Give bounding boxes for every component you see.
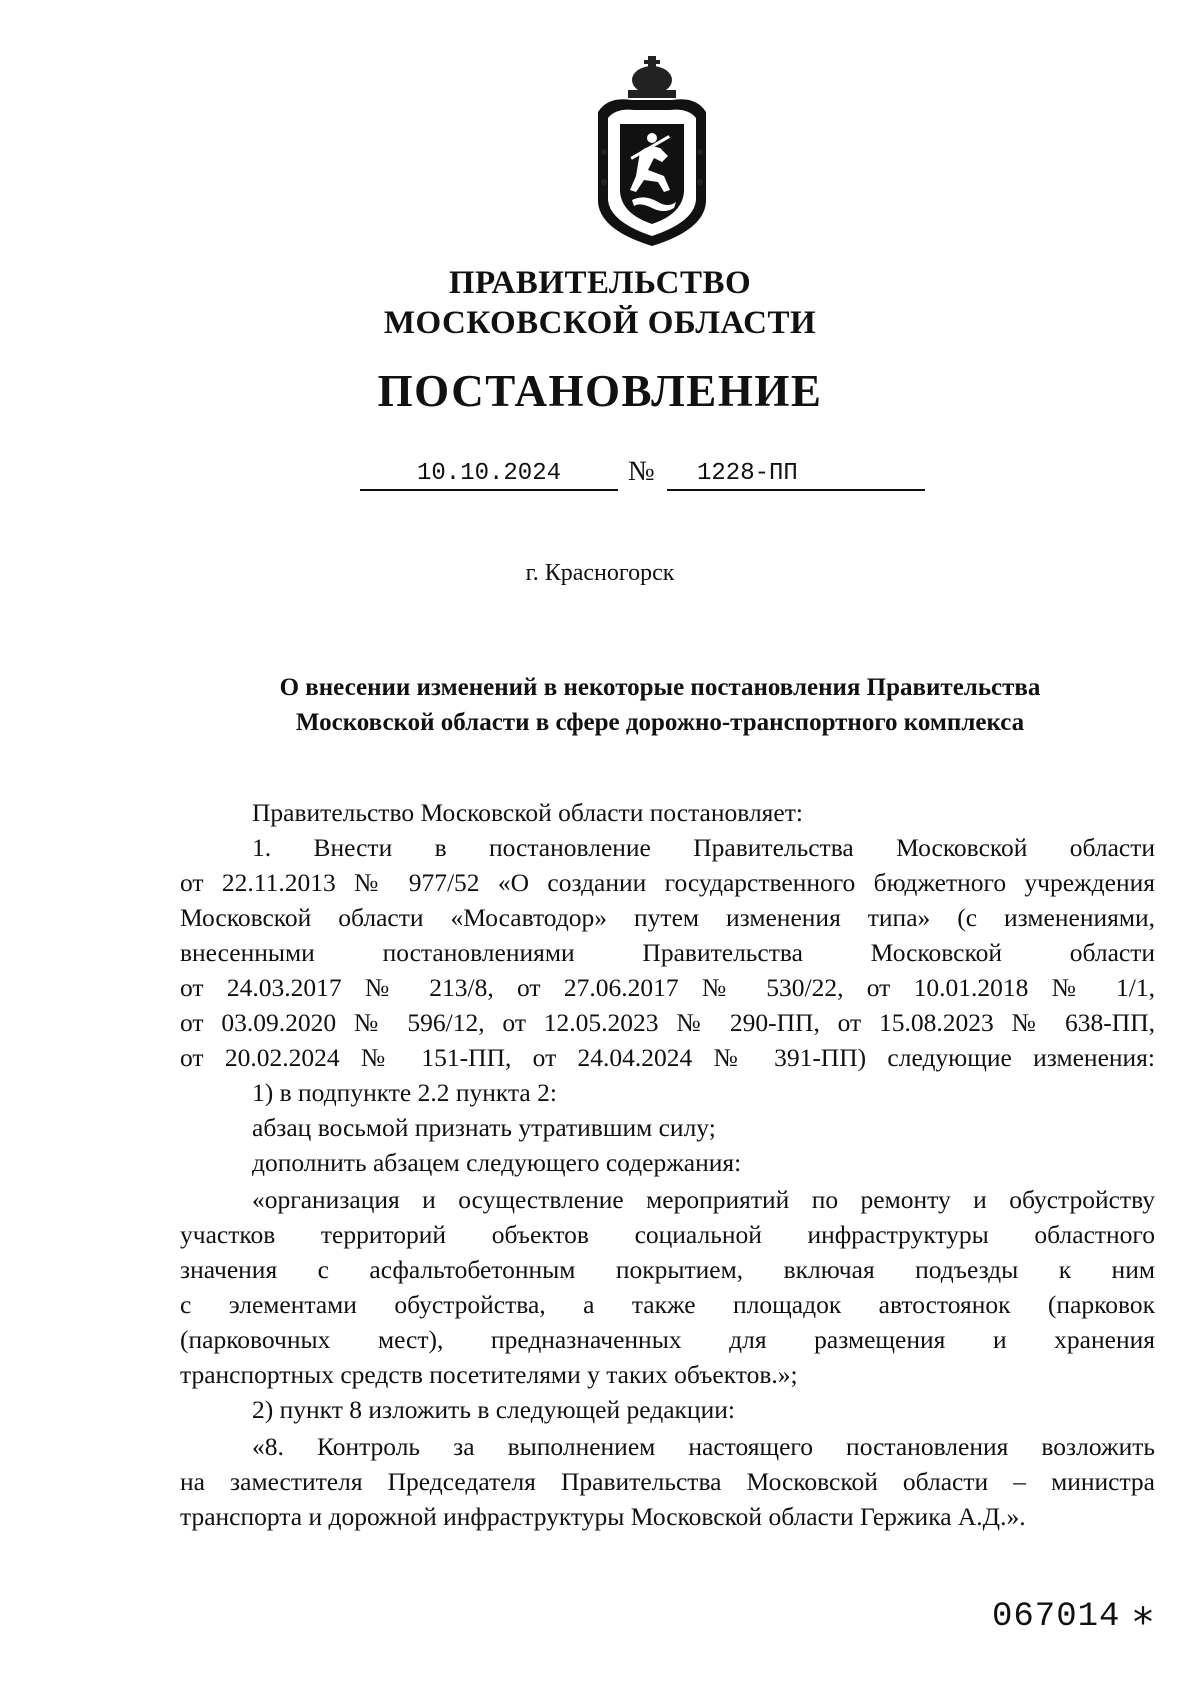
body-line: значения с асфальтобетонным покрытием, включая подъезды к ним	[180, 1255, 1155, 1284]
body-line: от 24.03.2017 № 213/8, от 27.06.2017 № 530/22, от 10.01.2018 № 1/1,	[180, 973, 1155, 1002]
body-line: внесенными постановлениями Правительства Московской области	[180, 938, 1155, 967]
asterisk-mark: *	[1133, 1600, 1153, 1646]
body-line: «организация и осуществление мероприятий по ремонту и обустройству	[252, 1185, 1155, 1214]
body-line: участков территорий объектов социальной инфраструктуры областного	[180, 1220, 1155, 1249]
body-line: 1. Внести в постановление Правительства Московской области	[252, 833, 1155, 862]
body-line: на заместителя Председателя Правительства Московской области – министра	[180, 1467, 1155, 1496]
organization-name-line2: МОСКОВСКОЙ ОБЛАСТИ	[383, 305, 817, 341]
body-line: Московской области «Мосавтодор» путем изменения типа» (с изменениями,	[180, 903, 1155, 932]
number-sign: №	[628, 456, 655, 487]
body-line: транспорта и дорожной инфраструктуры Московской области Гержика А.Д.».	[180, 1502, 1026, 1531]
subject-line-1: О внесении изменений в некоторые постановления Правительства	[279, 674, 1041, 701]
coat-of-arms-emblem	[578, 52, 726, 252]
document-date: 10.10.2024	[360, 460, 618, 491]
body-line: от 20.02.2024 № 151-ПП, от 24.04.2024 № 391-ПП) следующие изменения:	[180, 1043, 1155, 1072]
body-line: «8. Контроль за выполнением настоящего постановления возложить	[252, 1432, 1155, 1461]
body-line: транспортных средств посетителями у таких объектов.»;	[180, 1360, 798, 1389]
document-number: 1228-ПП	[667, 460, 925, 491]
organization-name-line1: ПРАВИТЕЛЬСТВО	[448, 265, 752, 301]
body-line: от 03.09.2020 № 596/12, от 12.05.2023 № 290-ПП, от 15.08.2023 № 638-ПП,	[180, 1008, 1155, 1037]
city-location: г. Красногорск	[525, 560, 675, 586]
serial-number: 067014	[992, 1598, 1121, 1636]
body-line: абзац восьмой признать утратившим силу;	[252, 1113, 716, 1142]
body-line: Правительство Московской области постановляет:	[252, 798, 803, 827]
document-type-title: ПОСТАНОВЛЕНИЕ	[377, 366, 823, 416]
body-line: дополнить абзацем следующего содержания:	[252, 1148, 742, 1177]
body-line: (парковочных мест), предназначенных для размещения и хранения	[180, 1325, 1155, 1354]
subject-line-2: Московской области в сфере дорожно-транспортного комплекса	[295, 709, 1025, 736]
body-line: от 22.11.2013 № 977/52 «О создании государственного бюджетного учреждения	[180, 868, 1155, 897]
body-line: 1) в подпункте 2.2 пункта 2:	[252, 1078, 557, 1107]
body-line: 2) пункт 8 изложить в следующей редакции:	[252, 1395, 735, 1424]
body-line: с элементами обустройства, а также площадок автостоянок (парковок	[180, 1290, 1155, 1319]
